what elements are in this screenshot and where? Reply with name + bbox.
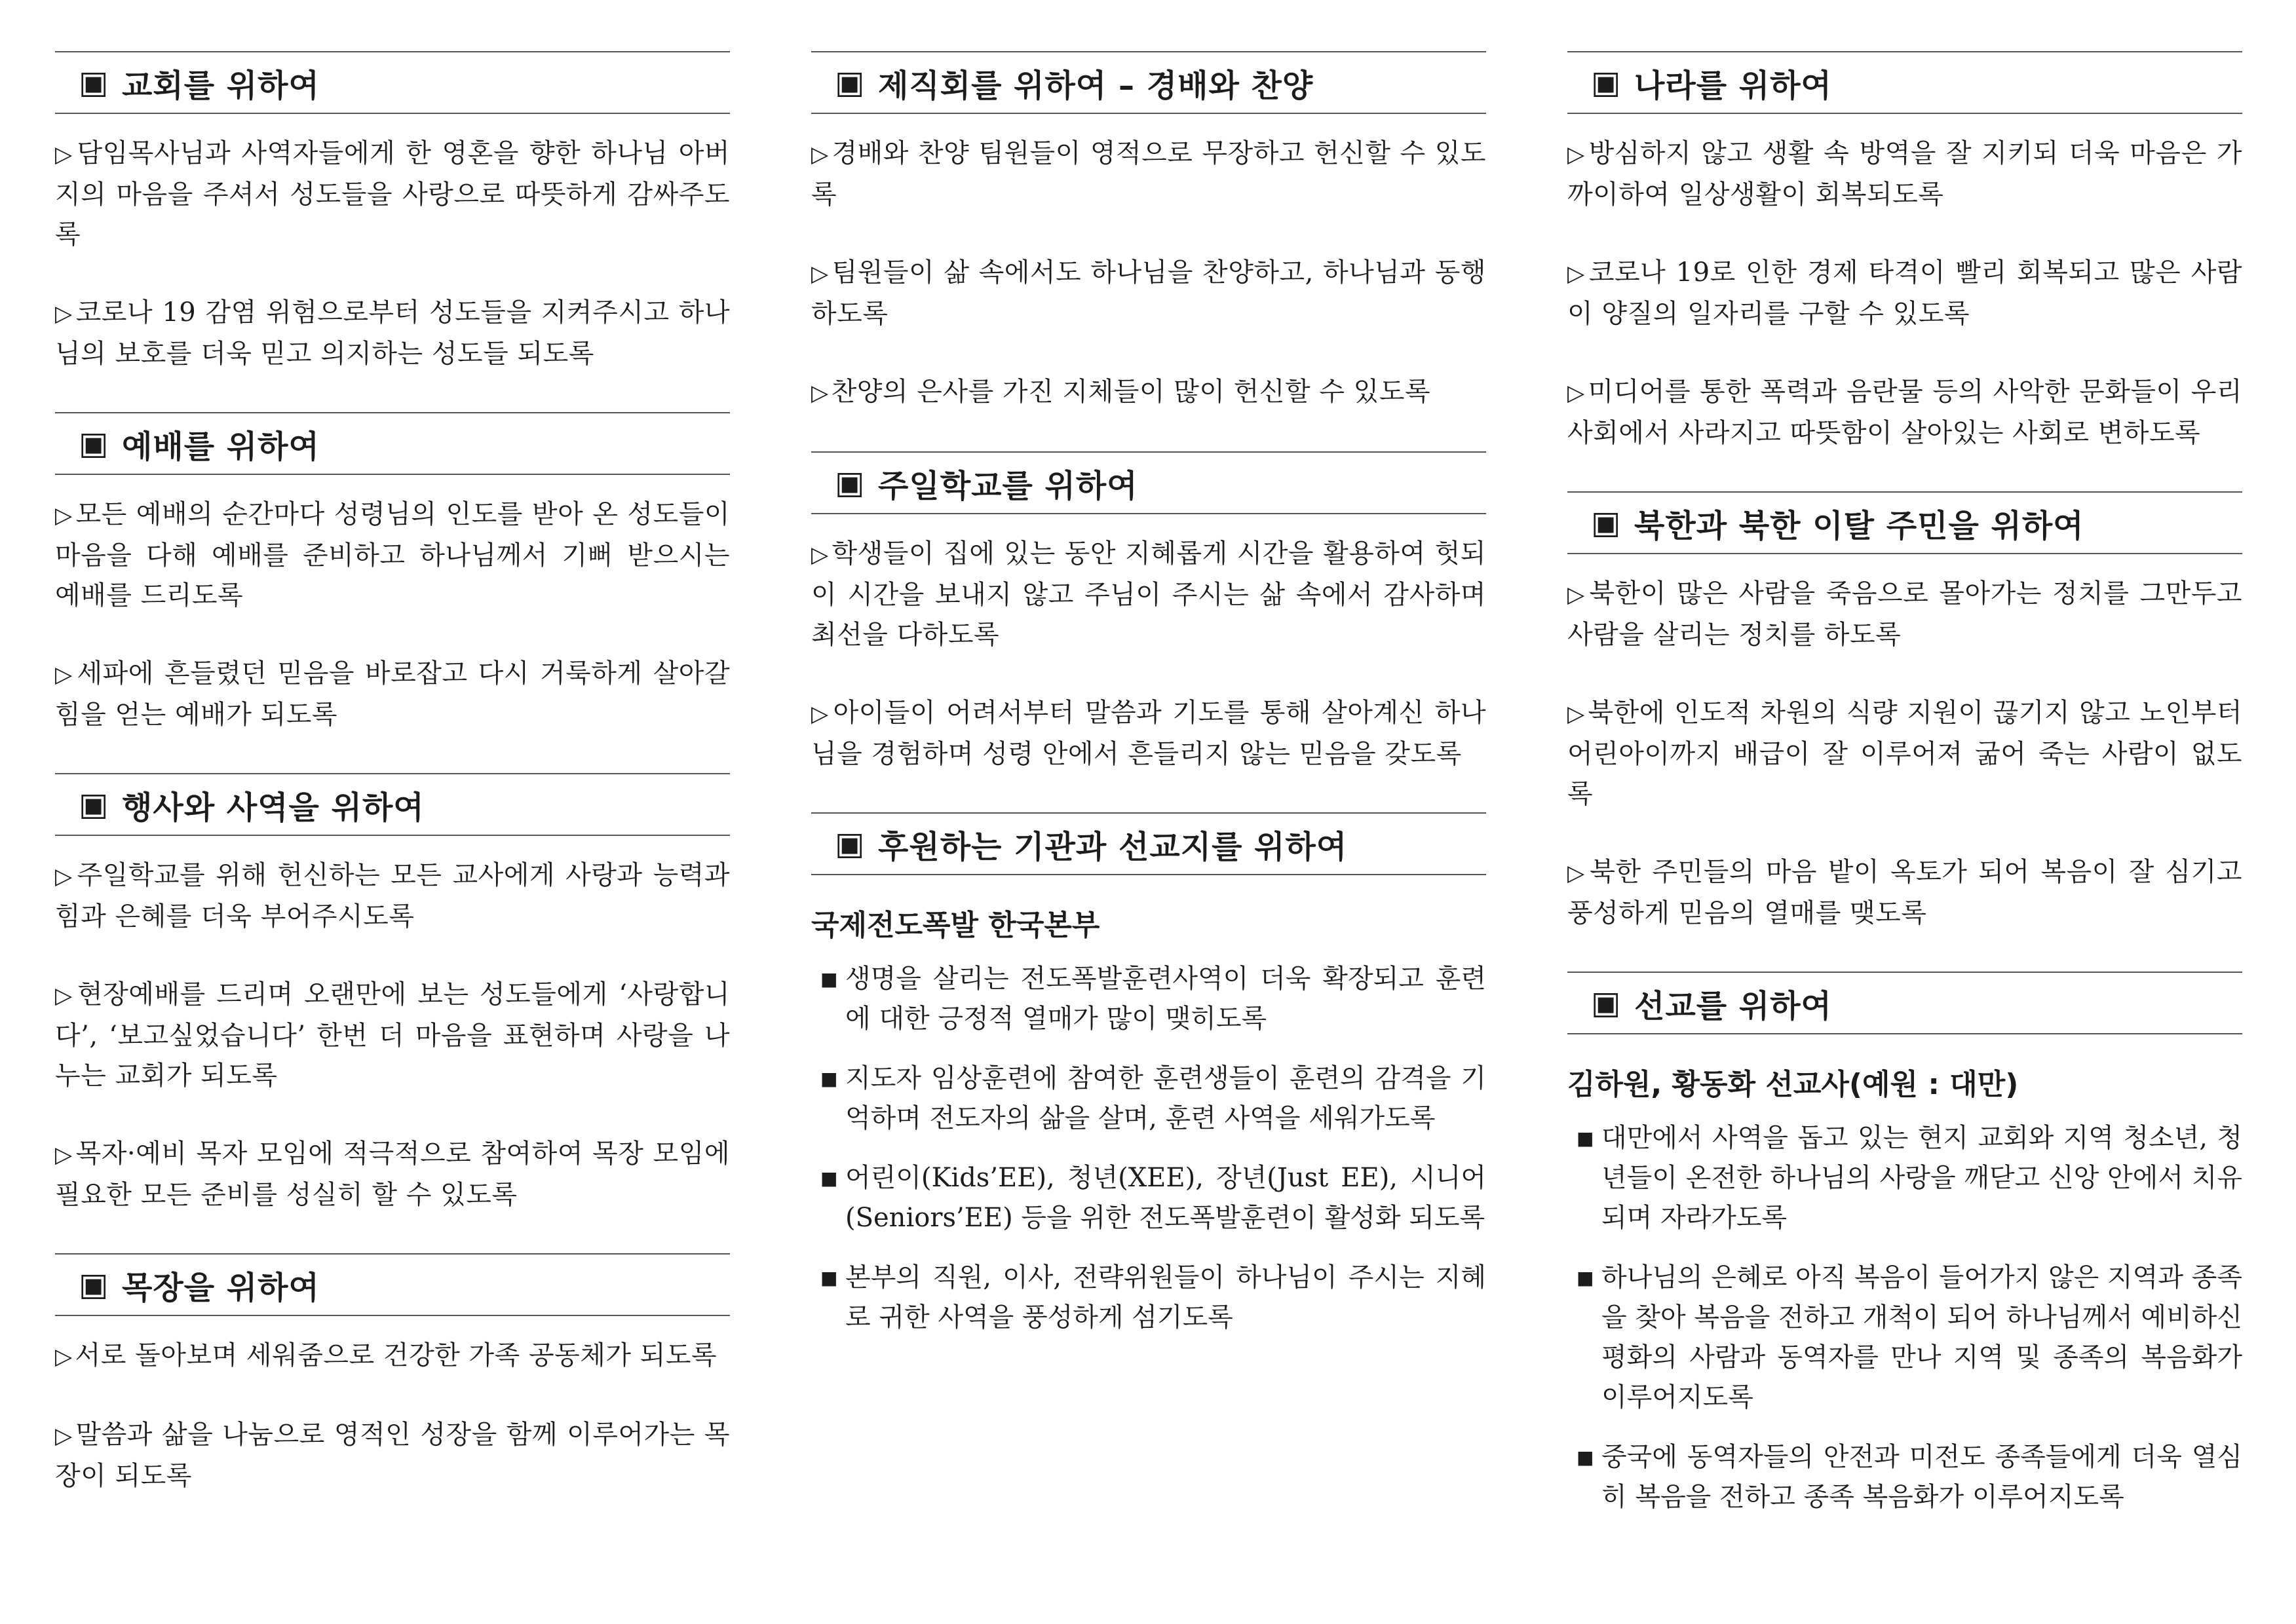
triangle-bullet-icon: ▷	[811, 142, 830, 168]
triangle-bullet-icon: ▷	[55, 301, 73, 327]
column-2	[811, 51, 1486, 1357]
triangle-bullet-icon: ▷	[1567, 860, 1588, 886]
bullet-item: ■ 대만에서 사역을 돕고 있는 현지 교회와 지역 청소년, 청년들이 온전한 하나님의 사랑을 깨닫고 신앙 안에서 치유되며 자라가도록	[1567, 1118, 2242, 1238]
triangle-bullet-icon: ▷	[1567, 142, 1586, 168]
square-bullet-icon: ▣	[1591, 64, 1622, 101]
square-bullet-icon: ▣	[835, 64, 866, 101]
square-bullet-icon: ▣	[1591, 985, 1622, 1021]
triangle-bullet-icon: ▷	[811, 542, 830, 568]
section-events	[55, 773, 730, 1215]
triangle-bullet-icon: ▷	[55, 502, 73, 529]
prayer-item: ▷ 세파에 흔들렸던 믿음을 바로잡고 다시 거룩하게 살아갈 힘을 얻는 예배가 되도록	[55, 658, 730, 730]
small-square-bullet-icon: ■	[1577, 1446, 1594, 1468]
organization-name: 국제전도폭발 한국본부	[811, 909, 1100, 942]
section-heading: ▣ 나라를 위하여	[1567, 51, 2242, 114]
bullet-item: ■ 중국에 동역자들의 안전과 미전도 종족들에게 더욱 열심히 복음을 전하고 종족 복음화가 이루어지도록	[1567, 1437, 2242, 1517]
prayer-item: ▷ 팀원들이 삶 속에서도 하나님을 찬양하고, 하나님과 동행하도록	[811, 257, 1486, 329]
small-square-bullet-icon: ■	[820, 1167, 838, 1189]
section-north-korea	[1567, 491, 2242, 934]
triangle-bullet-icon: ▷	[811, 380, 829, 406]
prayer-item: ▷ 모든 예배의 순간마다 성령님의 인도를 받아 온 성도들이 마음을 다해 예배를 준비하고 하나님께서 기뻐 받으시는 예배를 드리도록	[55, 499, 730, 611]
prayer-item: ▷ 북한에 인도적 차원의 식량 지원이 끊기지 않고 노인부터 어린아이까지 배급이 잘 이루어져 굶어 죽는 사람이 없도록	[1567, 698, 2242, 809]
triangle-bullet-icon: ▷	[1567, 582, 1587, 608]
section-heading: ▣ 북한과 북한 이탈 주민을 위하여	[1567, 491, 2242, 554]
square-bullet-icon: ▣	[1591, 504, 1622, 541]
triangle-bullet-icon: ▷	[55, 1423, 73, 1449]
prayer-item: ▷ 서로 돌아보며 세워줌으로 건강한 가족 공동체가 되도록	[55, 1340, 718, 1370]
prayer-item: ▷ 코로나 19 감염 위험으로부터 성도들을 지켜주시고 하나님의 보호를 더욱 믿고 의지하는 성도들 되도록	[55, 297, 730, 369]
bullet-item: ■ 지도자 임상훈련에 참여한 훈련생들이 훈련의 감격을 기억하며 전도자의 삶을 살며, 훈련 사역을 세워가도록	[811, 1059, 1486, 1139]
section-worship	[55, 412, 730, 735]
column-3	[1567, 51, 2242, 1537]
triangle-bullet-icon: ▷	[55, 142, 75, 168]
triangle-bullet-icon: ▷	[55, 863, 75, 890]
prayer-item: ▷ 말씀과 삶을 나눔으로 영적인 성장을 함께 이루어가는 목장이 되도록	[55, 1420, 730, 1491]
prayer-item: ▷ 현장예배를 드리며 오랜만에 보는 성도들에게 ‘사랑합니다’, ‘보고싶었습니다’ 한번 더 마음을 표현하며 사랑을 나누는 교회가 되도록	[55, 979, 730, 1091]
missionary-name: 김하원, 황동화 선교사(예원 : 대만)	[1567, 1068, 2019, 1101]
section-sunday-school	[811, 451, 1486, 774]
triangle-bullet-icon: ▷	[55, 1344, 73, 1370]
section-cell-group	[55, 1253, 730, 1496]
prayer-item: ▷ 코로나 19로 인한 경제 타격이 빨리 회복되고 많은 사람이 양질의 일자리를 구할 수 있도록	[1567, 257, 2242, 329]
small-square-bullet-icon: ■	[820, 1267, 838, 1289]
triangle-bullet-icon: ▷	[55, 1142, 73, 1168]
bullet-item: ■ 어린이(Kids’EE), 청년(XEE), 장년(Just EE), 시니어(Seniors’EE) 등을 위한 전도폭발훈련이 활성화 되도록	[811, 1158, 1486, 1238]
prayer-item: ▷ 담임목사님과 사역자들에게 한 영혼을 향한 하나님 아버지의 마음을 주셔서 성도들을 사랑으로 따뜻하게 감싸주도록	[55, 138, 730, 250]
small-square-bullet-icon: ■	[820, 1068, 838, 1089]
triangle-bullet-icon: ▷	[1567, 701, 1586, 727]
section-heading: ▣ 목장을 위하여	[55, 1253, 730, 1316]
section-heading: ▣ 선교를 위하여	[1567, 972, 2242, 1034]
triangle-bullet-icon: ▷	[811, 701, 831, 727]
prayer-item: ▷ 경배와 찬양 팀원들이 영적으로 무장하고 헌신할 수 있도록	[811, 138, 1486, 210]
square-bullet-icon: ▣	[835, 825, 866, 862]
section-nation	[1567, 51, 2242, 453]
prayer-item: ▷ 북한이 많은 사람을 죽음으로 몰아가는 정치를 그만두고 사람을 살리는 정치를 하도록	[1567, 578, 2242, 650]
bullet-item: ■ 생명을 살리는 전도폭발훈련사역이 더욱 확장되고 훈련에 대한 긍정적 열매가 많이 맺히도록	[811, 959, 1486, 1039]
prayer-item: ▷ 미디어를 통한 폭력과 음란물 등의 사악한 문화들이 우리 사회에서 사라지고 따뜻함이 살아있는 사회로 변하도록	[1567, 377, 2242, 448]
prayer-item: ▷ 북한 주민들의 마음 밭이 옥토가 되어 복음이 잘 심기고 풍성하게 믿음의 열매를 맺도록	[1567, 857, 2242, 928]
prayer-item: ▷ 아이들이 어려서부터 말씀과 기도를 통해 살아계신 하나님을 경험하며 성령 안에서 흔들리지 않는 믿음을 갖도록	[811, 698, 1486, 769]
bullet-item: ■ 본부의 직원, 이사, 전략위원들이 하나님이 주시는 지혜로 귀한 사역을 풍성하게 섬기도록	[811, 1258, 1486, 1338]
square-bullet-icon: ▣	[79, 425, 109, 462]
prayer-item: ▷ 방심하지 않고 생활 속 방역을 잘 지키되 더욱 마음은 가까이하여 일상생활이 회복되도록	[1567, 138, 2243, 210]
triangle-bullet-icon: ▷	[55, 662, 75, 688]
section-church	[55, 51, 730, 374]
triangle-bullet-icon: ▷	[1567, 261, 1586, 287]
triangle-bullet-icon: ▷	[811, 261, 830, 287]
prayer-item: ▷ 찬양의 은사를 가진 지체들이 많이 헌신할 수 있도록	[811, 377, 1431, 407]
section-heading: ▣ 후원하는 기관과 선교지를 위하여	[811, 812, 1486, 875]
prayer-item: ▷ 목자·예비 목자 모임에 적극적으로 참여하여 목장 모임에 필요한 모든 준비를 성실히 할 수 있도록	[55, 1139, 730, 1210]
square-bullet-icon: ▣	[79, 786, 109, 823]
section-supported-orgs	[811, 812, 1486, 1338]
triangle-bullet-icon: ▷	[55, 983, 75, 1009]
section-heading: ▣ 교회를 위하여	[55, 51, 730, 114]
section-heading: ▣ 주일학교를 위하여	[811, 451, 1486, 514]
square-bullet-icon: ▣	[79, 1266, 109, 1303]
small-square-bullet-icon: ■	[820, 968, 838, 990]
triangle-bullet-icon: ▷	[1567, 380, 1586, 406]
column-1	[55, 51, 730, 1534]
bullet-item: ■ 하나님의 은혜로 아직 복음이 들어가지 않은 지역과 종족을 찾아 복음을 전하고 개척이 되어 하나님께서 예비하신 평화의 사람과 동역자를 만나 지역 및 종족의 복음화가 이루어지도록	[1567, 1258, 2242, 1418]
section-heading: ▣ 예배를 위하여	[55, 412, 730, 475]
section-heading: ▣ 행사와 사역을 위하여	[55, 773, 730, 836]
prayer-item: ▷ 주일학교를 위해 헌신하는 모든 교사에게 사랑과 능력과 힘과 은혜를 더욱 부어주시도록	[55, 860, 730, 932]
small-square-bullet-icon: ■	[1577, 1127, 1594, 1149]
section-missions	[1567, 972, 2242, 1517]
section-heading: ▣ 제직회를 위하여 – 경배와 찬양	[811, 51, 1486, 114]
prayer-item: ▷ 학생들이 집에 있는 동안 지혜롭게 시간을 활용하여 헛되이 시간을 보내지 않고 주님이 주시는 삶 속에서 감사하며 최선을 다하도록	[811, 538, 1486, 650]
square-bullet-icon: ▣	[79, 64, 109, 101]
section-praise-team	[811, 51, 1486, 413]
small-square-bullet-icon: ■	[1577, 1267, 1594, 1289]
square-bullet-icon: ▣	[835, 464, 866, 501]
